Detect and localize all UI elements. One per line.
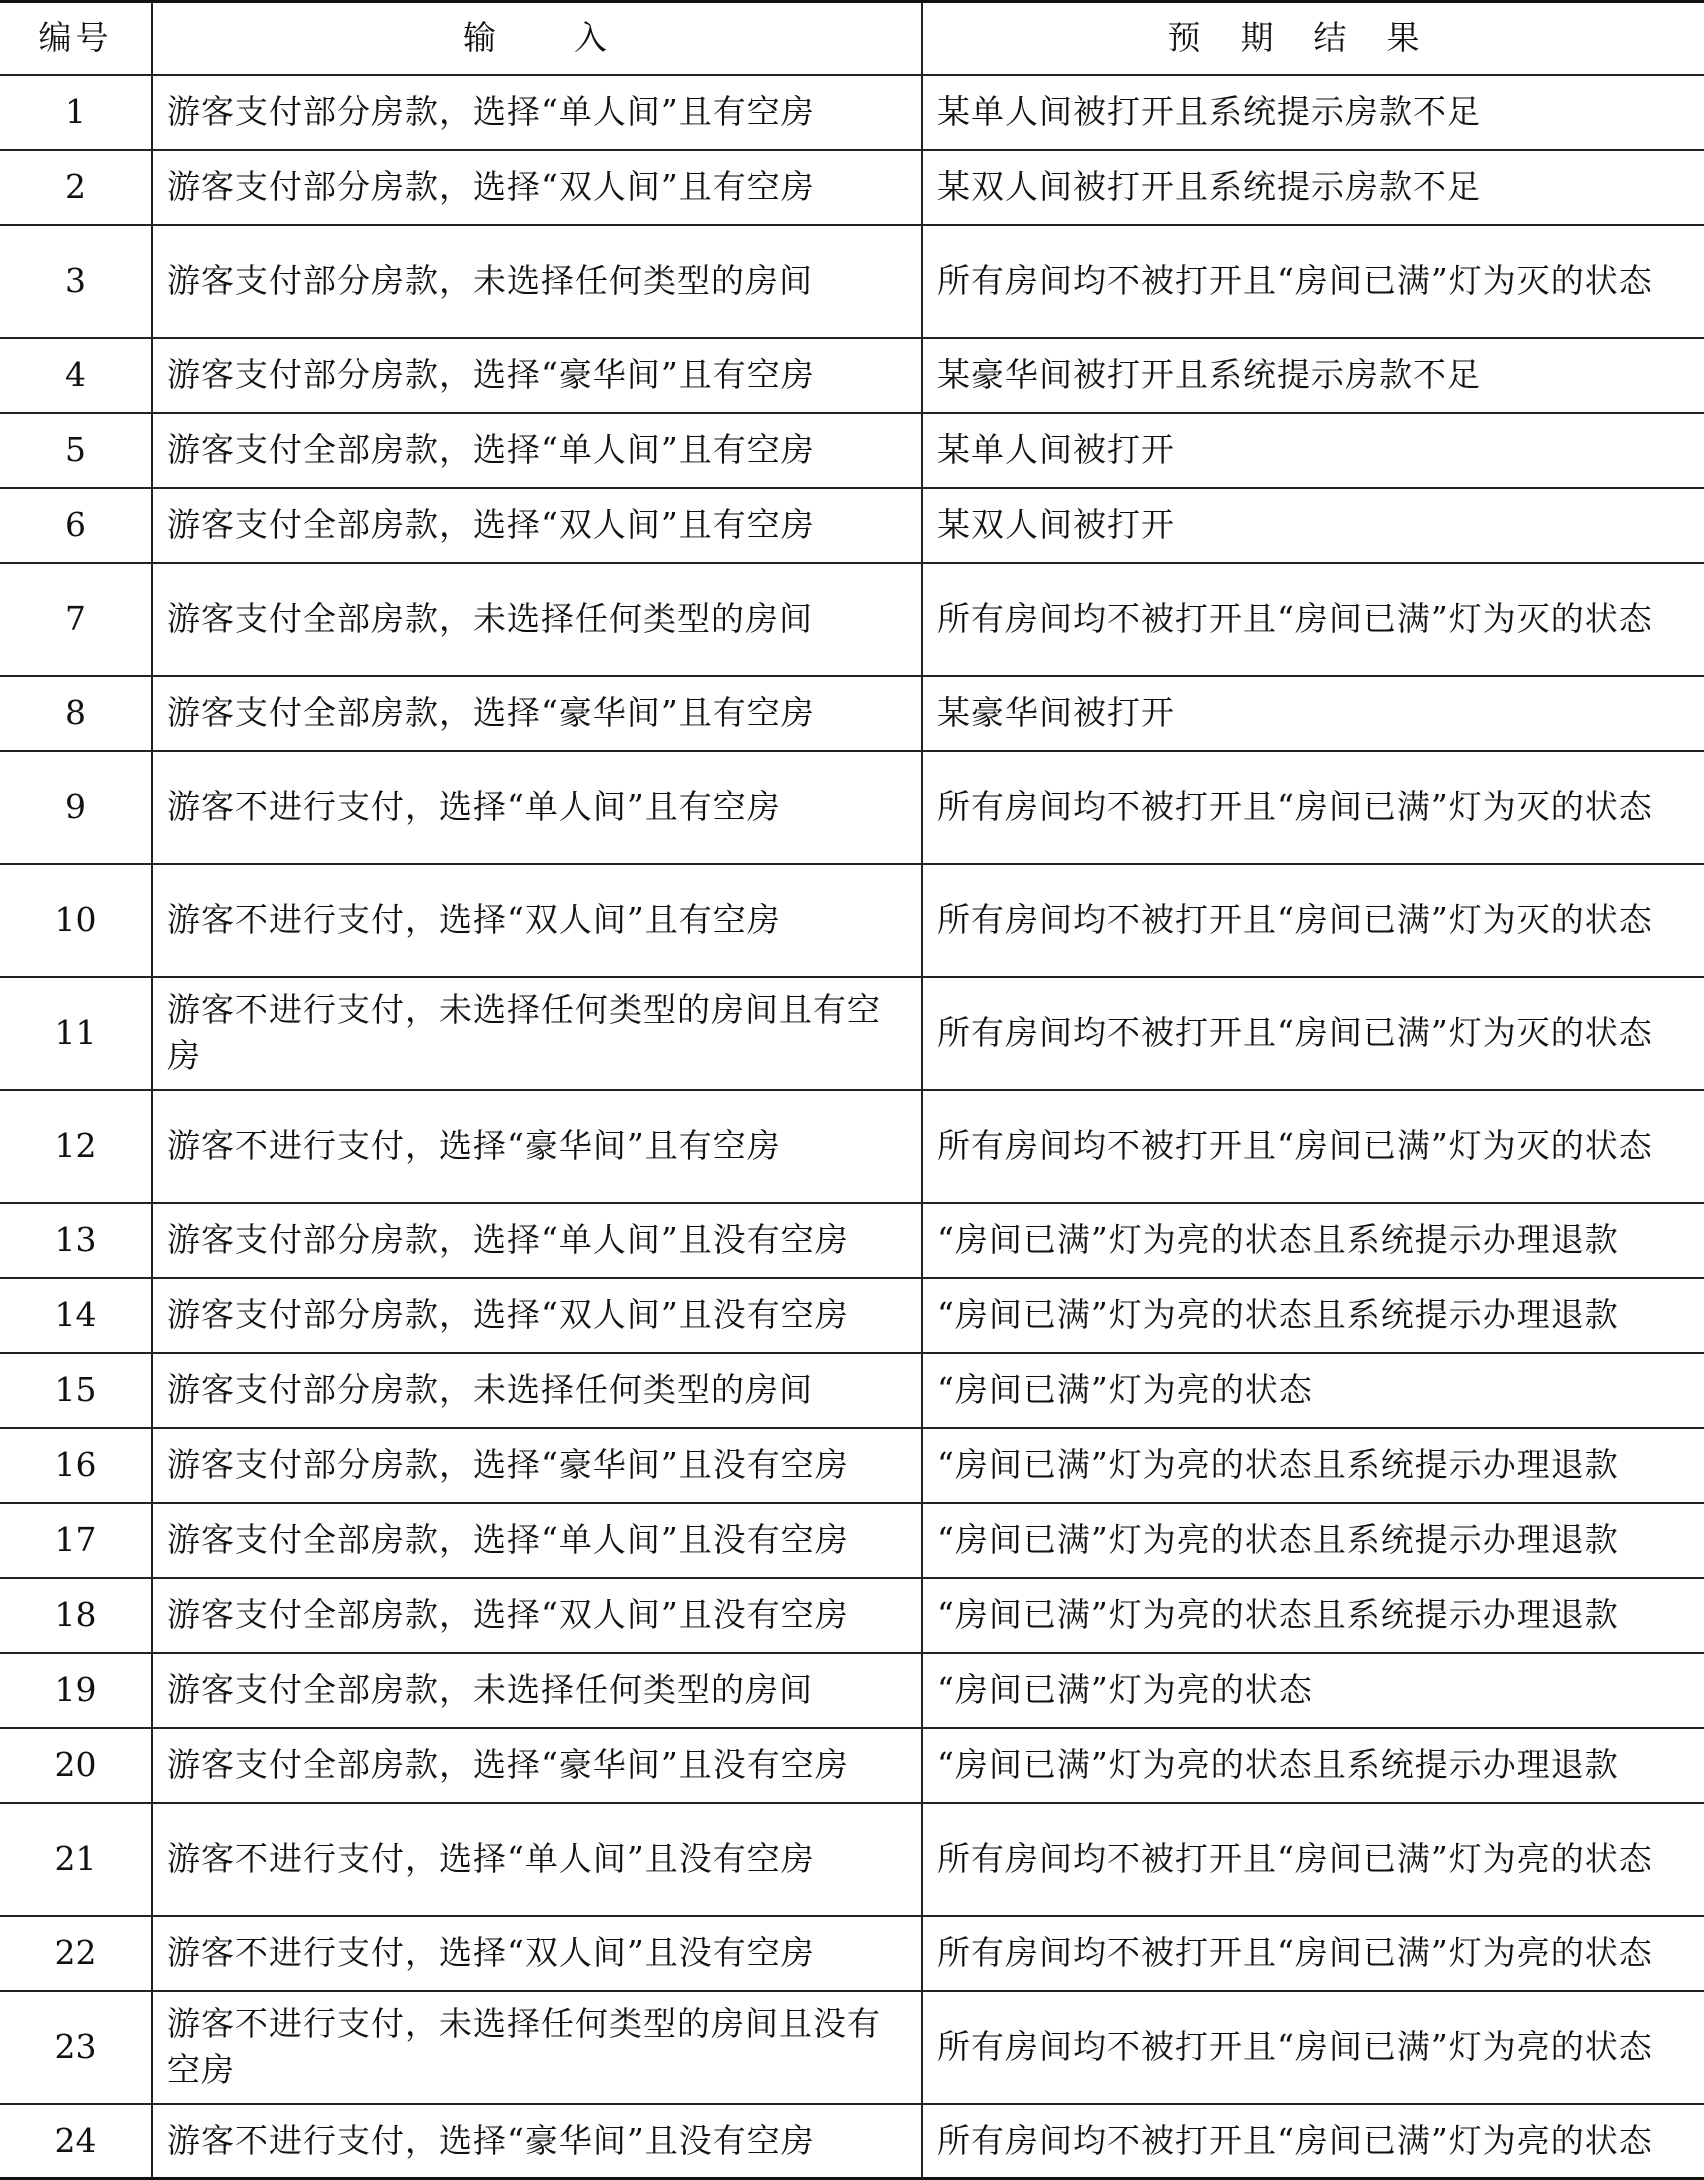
- table-row: [0, 75, 1704, 150]
- row-input: 游客支付部分房款，选择“豪华间”且没有空房: [152, 1428, 922, 1503]
- row-number: 16: [0, 1428, 152, 1503]
- row-input: 游客支付全部房款，选择“双人间”且有空房: [152, 488, 922, 563]
- header-row: [0, 2, 1704, 75]
- row-input: 游客支付全部房款，未选择任何类型的房间: [152, 1653, 922, 1728]
- row-number: 24: [0, 2104, 152, 2179]
- row-number: 8: [0, 676, 152, 751]
- row-input: 游客支付部分房款，选择“单人间”且没有空房: [152, 1203, 922, 1278]
- row-input: 游客支付部分房款，选择“豪华间”且有空房: [152, 338, 922, 413]
- row-input: 游客不进行支付，未选择任何类型的房间且有空房: [152, 977, 922, 1090]
- row-input: 游客不进行支付，选择“双人间”且没有空房: [152, 1916, 922, 1991]
- row-number: 17: [0, 1503, 152, 1578]
- row-input: 游客不进行支付，选择“单人间”且有空房: [152, 751, 922, 864]
- row-number: 3: [0, 225, 152, 338]
- row-input: 游客不进行支付，选择“豪华间”且没有空房: [152, 2104, 922, 2179]
- table-body: [0, 75, 1704, 2179]
- table-row: [0, 1503, 1704, 1578]
- row-expected-result: 某单人间被打开且系统提示房款不足: [922, 75, 1704, 150]
- row-number: 4: [0, 338, 152, 413]
- row-expected-result: “房间已满”灯为亮的状态且系统提示办理退款: [922, 1278, 1704, 1353]
- row-expected-result: 所有房间均不被打开且“房间已满”灯为亮的状态: [922, 1991, 1704, 2104]
- table-row: [0, 1353, 1704, 1428]
- table-row: [0, 1278, 1704, 1353]
- row-number: 11: [0, 977, 152, 1090]
- row-expected-result: 所有房间均不被打开且“房间已满”灯为灭的状态: [922, 1090, 1704, 1203]
- table-row: [0, 1578, 1704, 1653]
- row-input: 游客支付全部房款，选择“单人间”且没有空房: [152, 1503, 922, 1578]
- row-input: 游客不进行支付，选择“豪华间”且有空房: [152, 1090, 922, 1203]
- row-expected-result: “房间已满”灯为亮的状态且系统提示办理退款: [922, 1203, 1704, 1278]
- row-input: 游客不进行支付，选择“单人间”且没有空房: [152, 1803, 922, 1916]
- table-row: [0, 751, 1704, 864]
- row-expected-result: “房间已满”灯为亮的状态: [922, 1353, 1704, 1428]
- table-row: [0, 1728, 1704, 1803]
- row-expected-result: 所有房间均不被打开且“房间已满”灯为灭的状态: [922, 563, 1704, 676]
- row-number: 6: [0, 488, 152, 563]
- row-expected-result: 所有房间均不被打开且“房间已满”灯为灭的状态: [922, 751, 1704, 864]
- row-input: 游客支付全部房款，选择“双人间”且没有空房: [152, 1578, 922, 1653]
- table-row: [0, 563, 1704, 676]
- table-row: [0, 977, 1704, 1090]
- table-row: [0, 1803, 1704, 1916]
- row-expected-result: “房间已满”灯为亮的状态: [922, 1653, 1704, 1728]
- table-row: [0, 2104, 1704, 2179]
- row-expected-result: “房间已满”灯为亮的状态且系统提示办理退款: [922, 1728, 1704, 1803]
- row-expected-result: “房间已满”灯为亮的状态且系统提示办理退款: [922, 1428, 1704, 1503]
- row-expected-result: 所有房间均不被打开且“房间已满”灯为亮的状态: [922, 2104, 1704, 2179]
- row-number: 12: [0, 1090, 152, 1203]
- table-row: [0, 1090, 1704, 1203]
- table-row: [0, 1916, 1704, 1991]
- table-row: [0, 225, 1704, 338]
- row-expected-result: 所有房间均不被打开且“房间已满”灯为亮的状态: [922, 1916, 1704, 1991]
- row-number: 22: [0, 1916, 152, 1991]
- table-row: [0, 338, 1704, 413]
- row-input: 游客支付部分房款，选择“单人间”且有空房: [152, 75, 922, 150]
- row-number: 9: [0, 751, 152, 864]
- row-number: 20: [0, 1728, 152, 1803]
- row-expected-result: 所有房间均不被打开且“房间已满”灯为灭的状态: [922, 864, 1704, 977]
- row-number: 14: [0, 1278, 152, 1353]
- row-input: 游客支付全部房款，选择“单人间”且有空房: [152, 413, 922, 488]
- row-number: 5: [0, 413, 152, 488]
- row-expected-result: 所有房间均不被打开且“房间已满”灯为灭的状态: [922, 225, 1704, 338]
- row-expected-result: 某双人间被打开且系统提示房款不足: [922, 150, 1704, 225]
- table-row: [0, 488, 1704, 563]
- row-number: 19: [0, 1653, 152, 1728]
- row-input: 游客支付部分房款，选择“双人间”且有空房: [152, 150, 922, 225]
- row-number: 15: [0, 1353, 152, 1428]
- row-input: 游客支付全部房款，选择“豪华间”且有空房: [152, 676, 922, 751]
- row-expected-result: 所有房间均不被打开且“房间已满”灯为灭的状态: [922, 977, 1704, 1090]
- table-row: [0, 1653, 1704, 1728]
- row-expected-result: 某单人间被打开: [922, 413, 1704, 488]
- row-expected-result: “房间已满”灯为亮的状态且系统提示办理退款: [922, 1503, 1704, 1578]
- row-expected-result: 某豪华间被打开且系统提示房款不足: [922, 338, 1704, 413]
- row-input: 游客支付部分房款，选择“双人间”且没有空房: [152, 1278, 922, 1353]
- header-number: 编号: [0, 2, 152, 75]
- header-expected: 预期结果: [922, 2, 1704, 75]
- header-input: 输 入: [152, 2, 922, 75]
- row-number: 18: [0, 1578, 152, 1653]
- row-input: 游客支付部分房款，未选择任何类型的房间: [152, 1353, 922, 1428]
- table-row: [0, 1203, 1704, 1278]
- row-number: 13: [0, 1203, 152, 1278]
- row-number: 23: [0, 1991, 152, 2104]
- row-number: 10: [0, 864, 152, 977]
- row-expected-result: “房间已满”灯为亮的状态且系统提示办理退款: [922, 1578, 1704, 1653]
- row-input: 游客不进行支付，未选择任何类型的房间且没有空房: [152, 1991, 922, 2104]
- row-input: 游客不进行支付，选择“双人间”且有空房: [152, 864, 922, 977]
- table-row: [0, 150, 1704, 225]
- row-number: 1: [0, 75, 152, 150]
- row-number: 2: [0, 150, 152, 225]
- row-input: 游客支付全部房款，未选择任何类型的房间: [152, 563, 922, 676]
- row-input: 游客支付部分房款，未选择任何类型的房间: [152, 225, 922, 338]
- table-header: [0, 2, 1704, 75]
- row-number: 21: [0, 1803, 152, 1916]
- table-row: [0, 864, 1704, 977]
- row-expected-result: 某豪华间被打开: [922, 676, 1704, 751]
- row-expected-result: 某双人间被打开: [922, 488, 1704, 563]
- table-row: [0, 413, 1704, 488]
- table-row: [0, 1991, 1704, 2104]
- row-expected-result: 所有房间均不被打开且“房间已满”灯为亮的状态: [922, 1803, 1704, 1916]
- row-input: 游客支付全部房款，选择“豪华间”且没有空房: [152, 1728, 922, 1803]
- table-row: [0, 1428, 1704, 1503]
- table-row: [0, 676, 1704, 751]
- row-number: 7: [0, 563, 152, 676]
